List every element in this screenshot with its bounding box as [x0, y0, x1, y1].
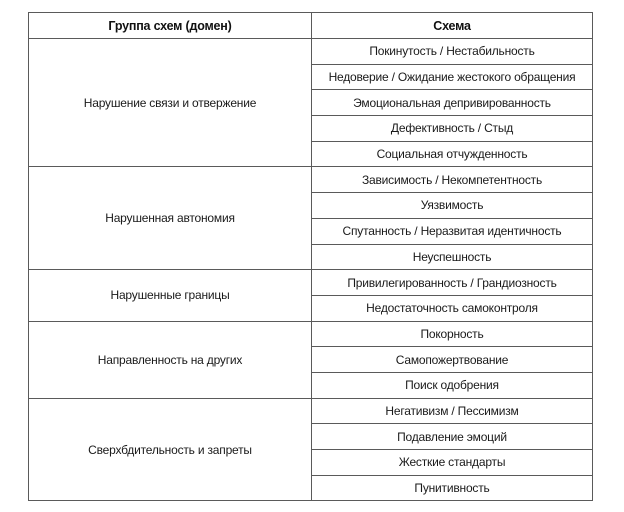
schema-cell: Покорность [312, 321, 593, 347]
header-schema: Схема [312, 13, 593, 39]
schema-cell: Социальная отчужденность [312, 141, 593, 167]
domain-cell: Нарушенная автономия [29, 167, 312, 270]
domain-cell: Нарушение связи и отвержение [29, 39, 312, 167]
schema-cell: Привилегированность / Грандиозность [312, 270, 593, 296]
schema-cell: Недостаточность самоконтроля [312, 295, 593, 321]
schema-cell: Подавление эмоций [312, 424, 593, 450]
table-row [29, 321, 593, 347]
domain-cell: Направленность на других [29, 321, 312, 398]
schema-cell: Поиск одобрения [312, 372, 593, 398]
schema-cell: Недоверие / Ожидание жестокого обращения [312, 64, 593, 90]
table-row [29, 398, 593, 424]
schema-cell: Спутанность / Неразвитая идентичность [312, 218, 593, 244]
table-row [29, 39, 593, 65]
table-row [29, 167, 593, 193]
schema-cell: Уязвимость [312, 193, 593, 219]
schema-cell: Негативизм / Пессимизм [312, 398, 593, 424]
schema-cell: Пунитивность [312, 475, 593, 501]
schema-cell: Самопожертвование [312, 347, 593, 373]
table-header-row [29, 13, 593, 39]
schema-domains-table [28, 12, 593, 501]
schema-cell: Жесткие стандарты [312, 450, 593, 476]
schema-cell: Неуспешность [312, 244, 593, 270]
schema-cell: Покинутость / Нестабильность [312, 39, 593, 65]
schema-cell: Зависимость / Некомпетентность [312, 167, 593, 193]
header-group: Группа схем (домен) [29, 13, 312, 39]
domain-cell: Сверхбдительность и запреты [29, 398, 312, 501]
schema-cell: Дефективность / Стыд [312, 116, 593, 142]
table-row [29, 270, 593, 296]
schema-cell: Эмоциональная депривированность [312, 90, 593, 116]
domain-cell: Нарушенные границы [29, 270, 312, 321]
